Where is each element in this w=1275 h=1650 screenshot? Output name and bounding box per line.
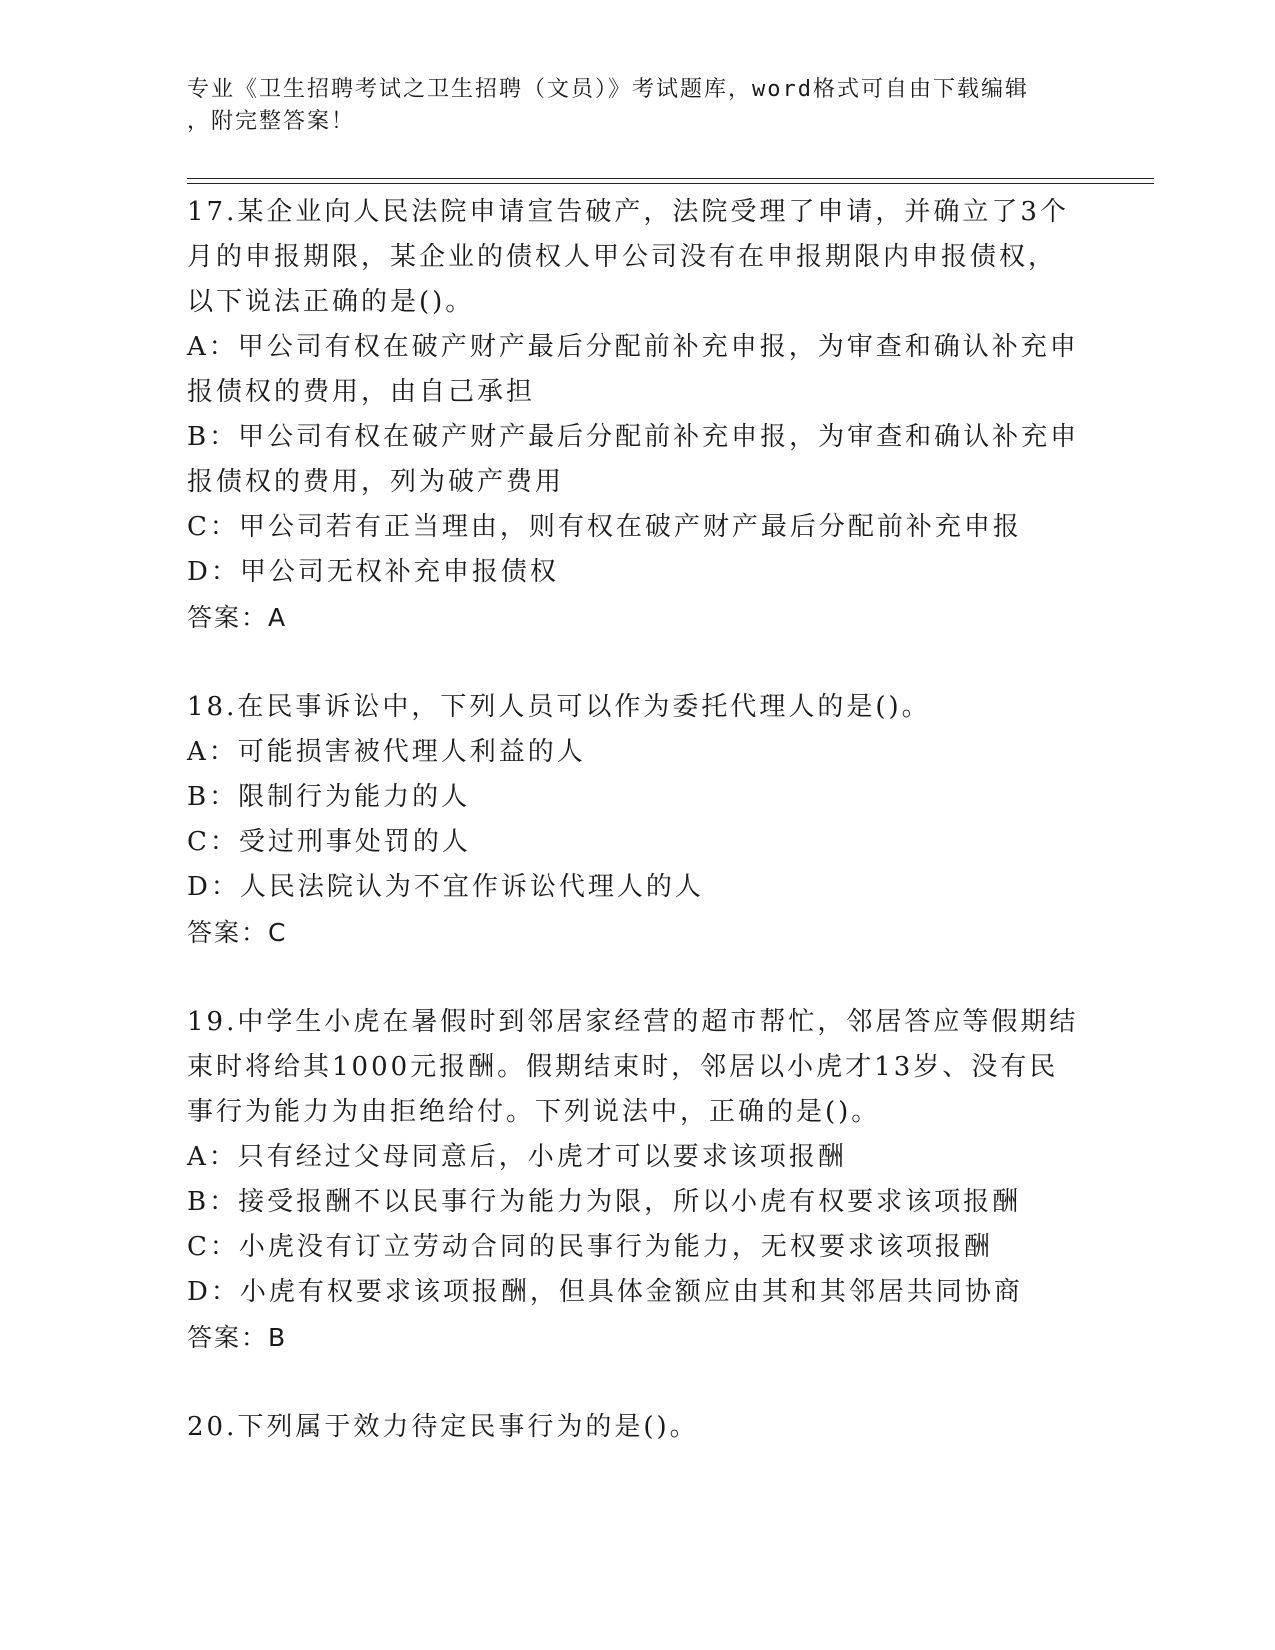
- option-a: A：可能损害被代理人利益的人: [187, 737, 586, 767]
- option-c: C：甲公司若有正当理由，则有权在破产财产最后分配前补充申报: [187, 512, 1022, 542]
- question-text-line: 17.某企业向人民法院申请宣告破产，法院受理了申请，并确立了3个: [187, 197, 1069, 227]
- question-text-line: 事行为能力为由拒绝给付。下列说法中，正确的是()。: [187, 1097, 881, 1127]
- option-a-line: A：甲公司有权在破产财产最后分配前补充申报，为审查和确认补充申: [187, 332, 1079, 362]
- question-20: [187, 1405, 1087, 1450]
- option-c: C：小虎没有订立劳动合同的民事行为能力，无权要求该项报酬: [187, 1232, 993, 1262]
- option-b-line: B：甲公司有权在破产财产最后分配前补充申报，为审查和确认补充申: [187, 422, 1080, 452]
- option-d: D：小虎有权要求该项报酬，但具体金额应由其和其邻居共同协商: [187, 1277, 1023, 1307]
- header-rule-bottom: [187, 183, 1154, 184]
- option-c: C：受过刑事处罚的人: [187, 827, 471, 857]
- question-text-line: 月的申报期限，某企业的债权人甲公司没有在申报期限内申报债权，: [187, 242, 1058, 272]
- question-text-line: 18.在民事诉讼中，下列人员可以作为委托代理人的是()。: [187, 692, 931, 722]
- question-list: [187, 190, 1087, 1495]
- question-text-line: 19.中学生小虎在暑假时到邻居家经营的超市帮忙，邻居答应等假期结: [187, 1007, 1079, 1037]
- question-18: [187, 685, 1087, 955]
- question-text-line: 束时将给其1000元报酬。假期结束时，邻居以小虎才13岁、没有民: [187, 1052, 1059, 1082]
- option-d: D：甲公司无权补充申报债权: [187, 557, 559, 587]
- option-d: D：人民法院认为不宜作诉讼代理人的人: [187, 872, 704, 902]
- answer-label: 答案：C: [187, 918, 288, 947]
- option-b: B：限制行为能力的人: [187, 782, 471, 812]
- answer-label: 答案：B: [187, 1323, 288, 1352]
- question-17: [187, 190, 1087, 640]
- option-b: B：接受报酬不以民事行为能力为限，所以小虎有权要求该项报酬: [187, 1187, 1022, 1217]
- header-rule-top: [187, 178, 1154, 179]
- option-a: A：只有经过父母同意后，小虎才可以要求该项报酬: [187, 1142, 847, 1172]
- option-b-line: 报债权的费用，列为破产费用: [187, 467, 565, 497]
- header-line-2: ，附完整答案！: [187, 109, 356, 134]
- answer-label: 答案：A: [187, 603, 288, 632]
- question-text-line: 20.下列属于效力待定民事行为的是()。: [187, 1412, 699, 1442]
- option-a-line: 报债权的费用，由自己承担: [187, 377, 536, 407]
- document-header: [187, 74, 1087, 138]
- header-line-1: 专业《卫生招聘考试之卫生招聘（文员）》考试题库，word格式可自由下载编辑: [187, 77, 1029, 102]
- question-text-line: 以下说法正确的是()。: [187, 287, 475, 317]
- question-19: [187, 1000, 1087, 1360]
